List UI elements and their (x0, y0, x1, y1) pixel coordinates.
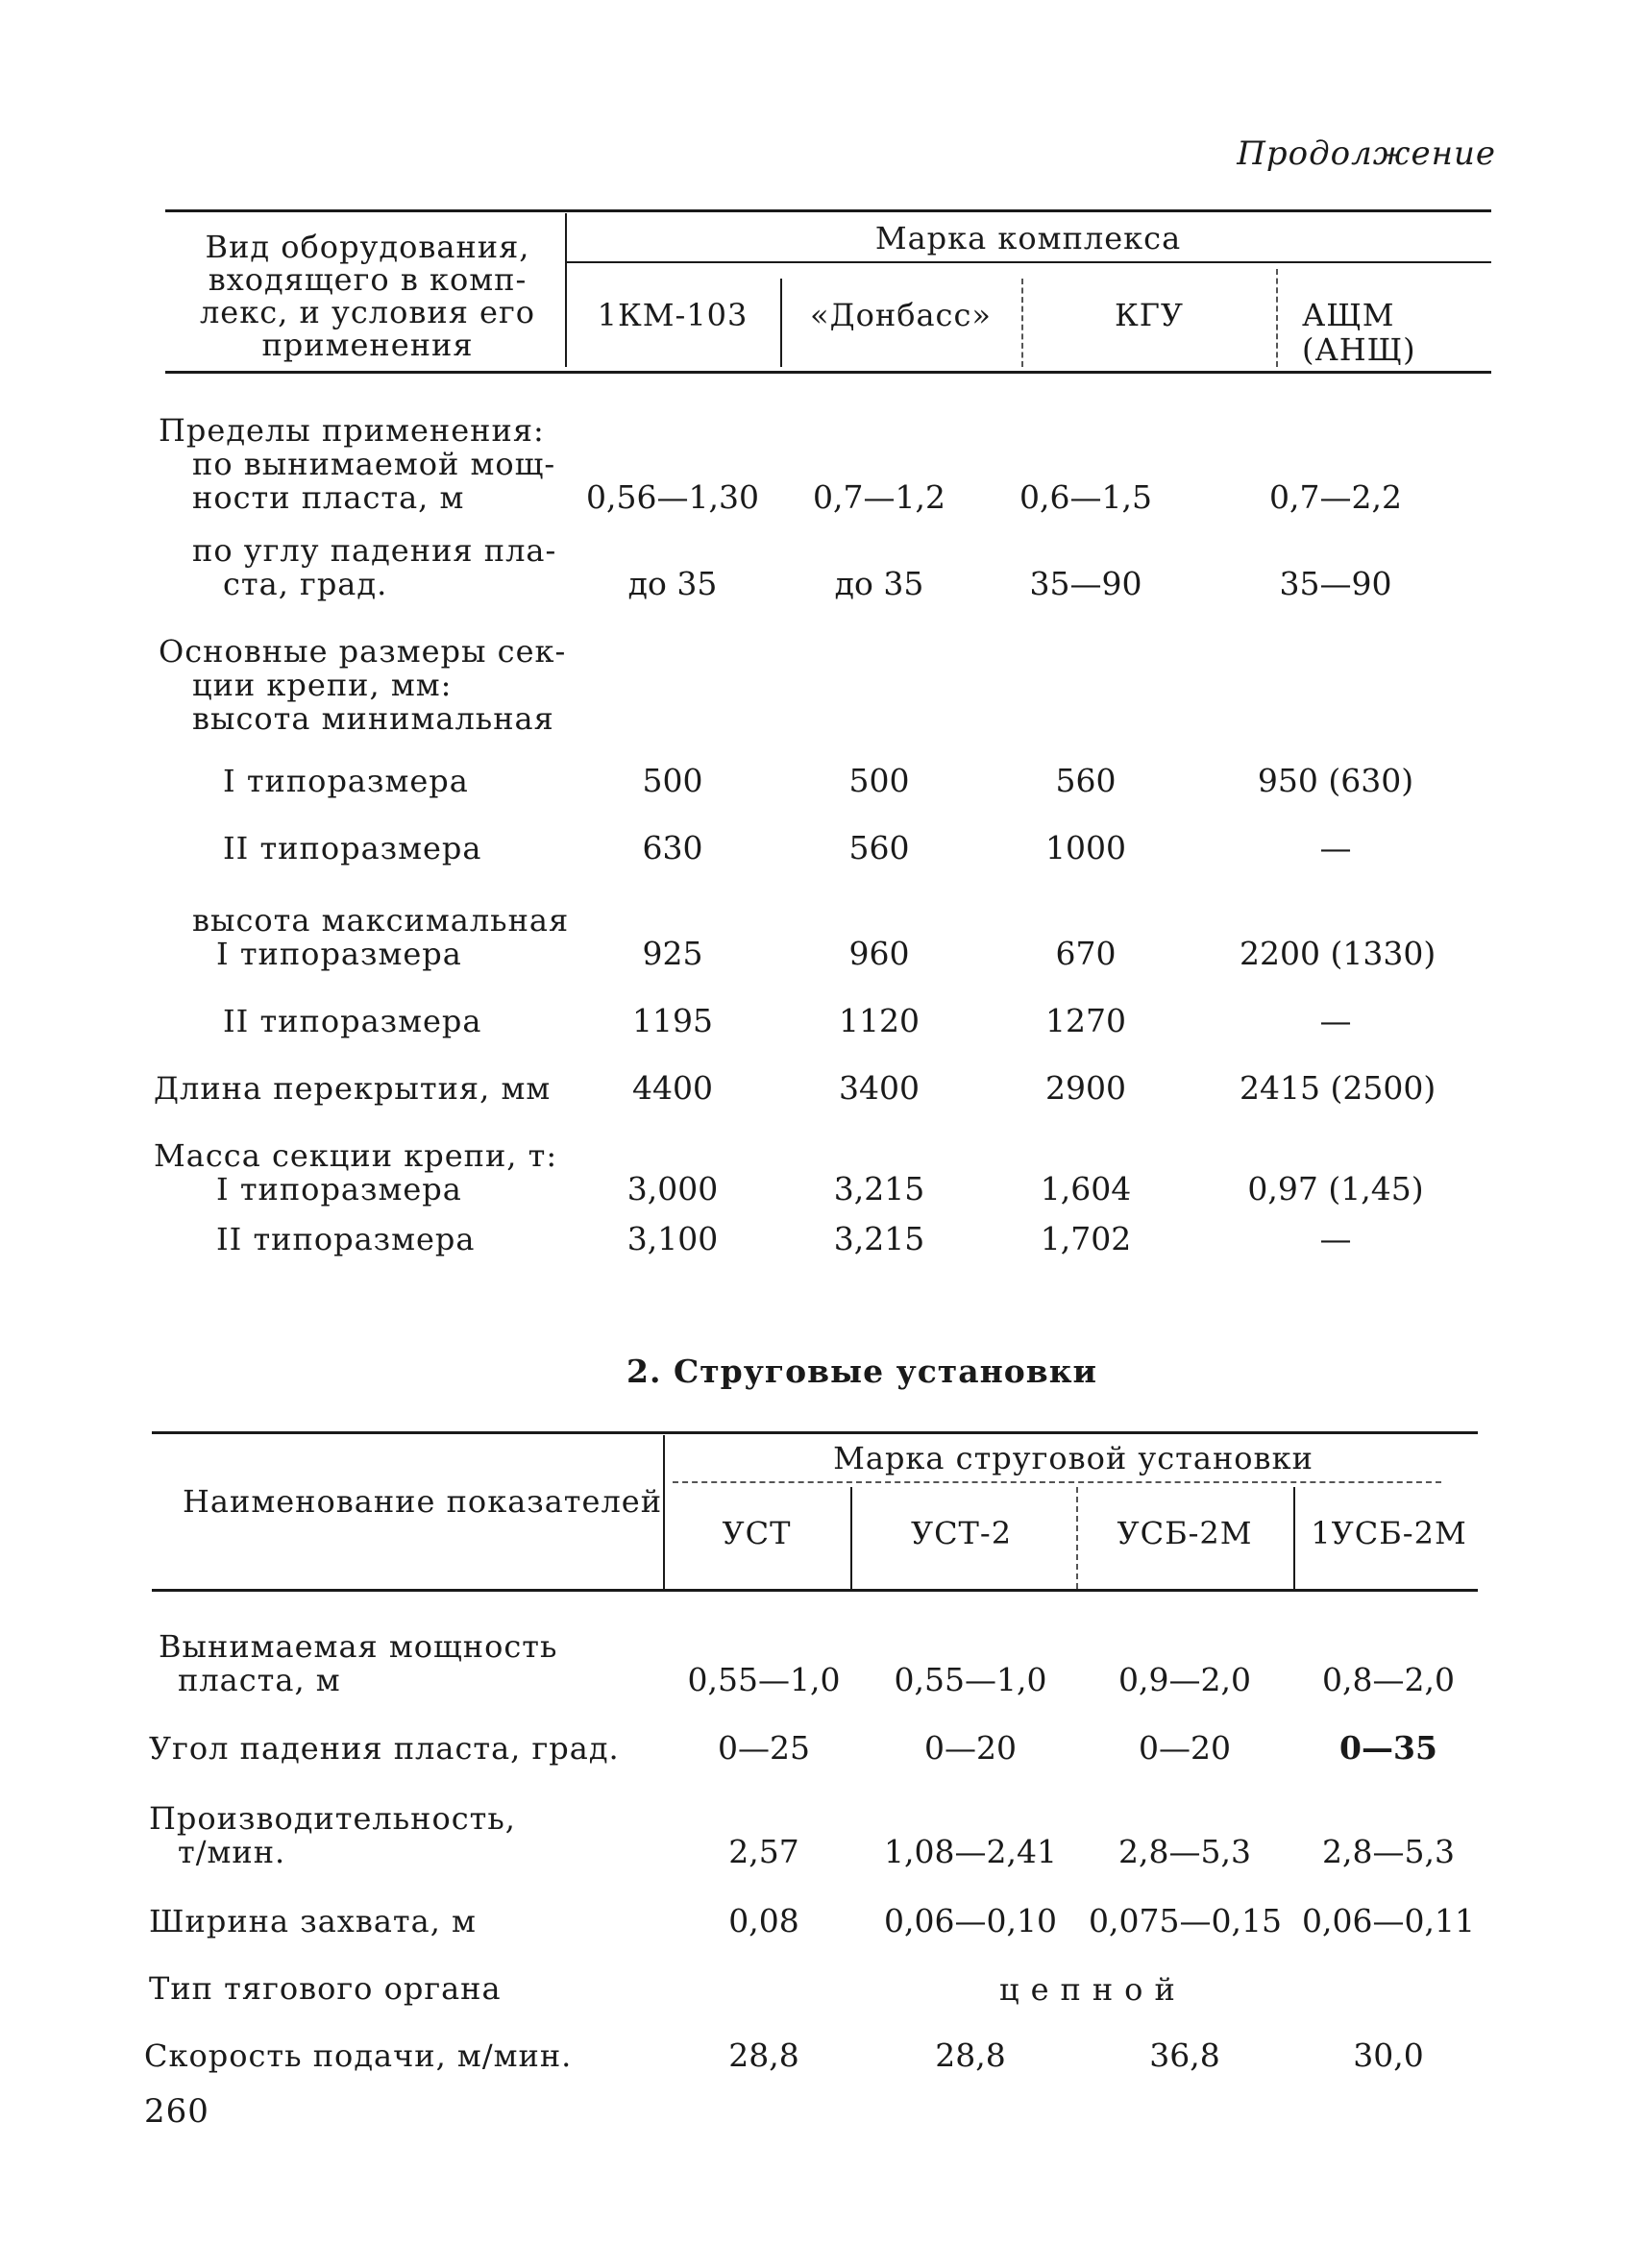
table-cell: 0,9—2,0 (1118, 1661, 1251, 1698)
table-cell: 0,6—1,5 (1019, 478, 1152, 516)
table-cell: 0,7—1,2 (813, 478, 945, 516)
table-cell: 3400 (839, 1069, 920, 1107)
table1-corner-header (178, 231, 557, 361)
table-cell: — (1319, 1002, 1352, 1039)
col-donbass: «Донбасс» (810, 297, 992, 333)
col-ust2: УСТ-2 (910, 1515, 1013, 1551)
col-ashchm (1302, 298, 1494, 367)
max-size2-label: II типоразмера (223, 1003, 482, 1039)
t2-feed-label: Скорость подачи, м/мин. (144, 2037, 573, 2074)
thickness-label: ности пласта, м (192, 479, 465, 516)
table-cell: 36,8 (1149, 2036, 1220, 2074)
col-sep (850, 1487, 852, 1589)
table-cell: 1270 (1045, 1002, 1126, 1039)
mass-label: Масса секции крепи, т: (154, 1137, 558, 1174)
table-cell: 950 (630) (1257, 762, 1414, 799)
t2-traction-label: Тип тягового органа (149, 1970, 502, 2007)
table-cell: 3,215 (833, 1220, 925, 1257)
table-cell: 0,06—0,10 (884, 1902, 1057, 1939)
section-title: 2. Струговые установки (626, 1353, 1098, 1390)
table-cell: 500 (848, 762, 910, 799)
table-cell: 0,55—1,0 (687, 1661, 841, 1698)
table-cell: до 35 (834, 565, 924, 602)
table-cell: 2415 (2500) (1240, 1069, 1436, 1107)
col-1usb2m: 1УСБ-2М (1311, 1515, 1467, 1551)
col-kgu: КГУ (1114, 297, 1185, 333)
t2-thickness-label: Вынимаемая мощность (159, 1628, 558, 1665)
table-cell: 560 (1055, 762, 1117, 799)
table2-group-header: Марка струговой установки (833, 1440, 1314, 1476)
t2-width-label: Ширина захвата, м (149, 1903, 477, 1939)
table-cell: 2900 (1045, 1069, 1126, 1107)
table-cell: 0—20 (1139, 1729, 1231, 1767)
table-cell: 2200 (1330) (1240, 935, 1436, 972)
table-cell: 925 (642, 935, 703, 972)
page-number: 260 (144, 2092, 209, 2131)
table-cell: 0,08 (728, 1902, 799, 1939)
size1-label: I типоразмера (223, 763, 469, 799)
table-cell: 28,8 (935, 2036, 1006, 2074)
thickness-label: по вынимаемой мощ- (192, 446, 556, 482)
table-cell: 0,075—0,15 (1089, 1902, 1282, 1939)
col-usb2m: УСБ-2М (1117, 1515, 1253, 1551)
col-ust: УСТ (722, 1515, 792, 1551)
table-cell: 3,100 (626, 1220, 719, 1257)
col-sep-dashed (1076, 1487, 1078, 1589)
table-cell: 670 (1055, 935, 1117, 972)
table-cell: 0,06—0,11 (1302, 1902, 1475, 1939)
table-cell: 2,8—5,3 (1322, 1833, 1455, 1870)
corner-line: Вид оборудования, (205, 229, 530, 265)
table-cell: 0,55—1,0 (894, 1661, 1047, 1698)
col-sep-dashed (1276, 269, 1278, 367)
table-cell: 0—20 (924, 1729, 1017, 1767)
size2-label: II типоразмера (223, 830, 482, 866)
table-cell: 1,08—2,41 (884, 1833, 1057, 1870)
table-cell: 1,702 (1040, 1220, 1132, 1257)
table2-subheader-rule (673, 1481, 1441, 1483)
table-cell: 3,000 (626, 1170, 719, 1207)
col-sep (780, 279, 782, 367)
table-cell: 35—90 (1279, 565, 1392, 602)
min-height-label: высота минимальная (192, 700, 554, 737)
sizes-title: ции крепи, мм: (192, 667, 453, 703)
table-cell: 0—35 (1339, 1729, 1437, 1767)
corner-line: применения (261, 327, 474, 363)
table1-top-rule (165, 209, 1491, 212)
table-cell: до 35 (627, 565, 718, 602)
length-label: Длина перекрытия, мм (154, 1070, 552, 1107)
col-ashchm-line2: (АНЩ) (1302, 331, 1416, 368)
table-cell: 1120 (839, 1002, 920, 1039)
table1-subheader-rule (567, 261, 1491, 263)
t2-angle-label: Угол падения пласта, град. (149, 1730, 620, 1767)
table1-header-bottom-rule (165, 371, 1491, 374)
t2-thickness-label: пласта, м (178, 1662, 341, 1698)
t2-productivity-label: Производительность, (149, 1800, 516, 1837)
table-cell: 0,7—2,2 (1269, 478, 1402, 516)
table2-corner-header: Наименование показателей (183, 1483, 663, 1520)
table-cell: 0,8—2,0 (1322, 1661, 1455, 1698)
table-cell: 630 (642, 829, 703, 866)
max-size1-label: I типоразмера (216, 936, 462, 972)
mass-size1-label: I типоразмера (216, 1171, 462, 1207)
table-cell: 4400 (632, 1069, 713, 1107)
corner-line: входящего в комп- (208, 261, 528, 298)
table-cell: 960 (848, 935, 910, 972)
table-cell: 28,8 (728, 2036, 799, 2074)
mass-size2-label: II типоразмера (216, 1221, 476, 1257)
col-1km103: 1КМ-103 (597, 297, 749, 333)
table-cell-merged: цепной (999, 1971, 1187, 2008)
table2-header-bottom-rule (152, 1589, 1478, 1592)
table-cell: 560 (848, 829, 910, 866)
sizes-title: Основные размеры сек- (159, 633, 567, 670)
table-cell: 0,97 (1,45) (1247, 1170, 1424, 1207)
table1-group-header: Марка комплекса (874, 220, 1182, 256)
table-cell: 0,56—1,30 (586, 478, 759, 516)
table-cell: 0—25 (718, 1729, 810, 1767)
table-cell: 500 (642, 762, 703, 799)
table-cell: 3,215 (833, 1170, 925, 1207)
table-cell: 35—90 (1029, 565, 1142, 602)
max-height-label: высота максимальная (192, 902, 570, 939)
col-ashchm-line1: АЩМ (1302, 297, 1395, 333)
angle-label: по углу падения пла- (192, 532, 557, 569)
col-sep-dashed (1021, 279, 1023, 367)
table-cell: 2,8—5,3 (1118, 1833, 1251, 1870)
corner-line: лекс, и условия его (199, 294, 536, 330)
table-cell: 1,604 (1040, 1170, 1132, 1207)
table-cell: 30,0 (1353, 2036, 1424, 2074)
table-cell: — (1319, 1220, 1352, 1257)
table-cell: — (1319, 829, 1352, 866)
running-header: Продолжение (1237, 134, 1496, 173)
table-cell: 1195 (632, 1002, 713, 1039)
angle-label: ста, град. (223, 566, 388, 602)
table-cell: 2,57 (728, 1833, 799, 1870)
t2-productivity-label: т/мин. (178, 1834, 286, 1870)
limits-title: Пределы применения: (159, 412, 545, 449)
table2-top-rule (152, 1431, 1478, 1434)
table-cell: 1000 (1045, 829, 1126, 866)
